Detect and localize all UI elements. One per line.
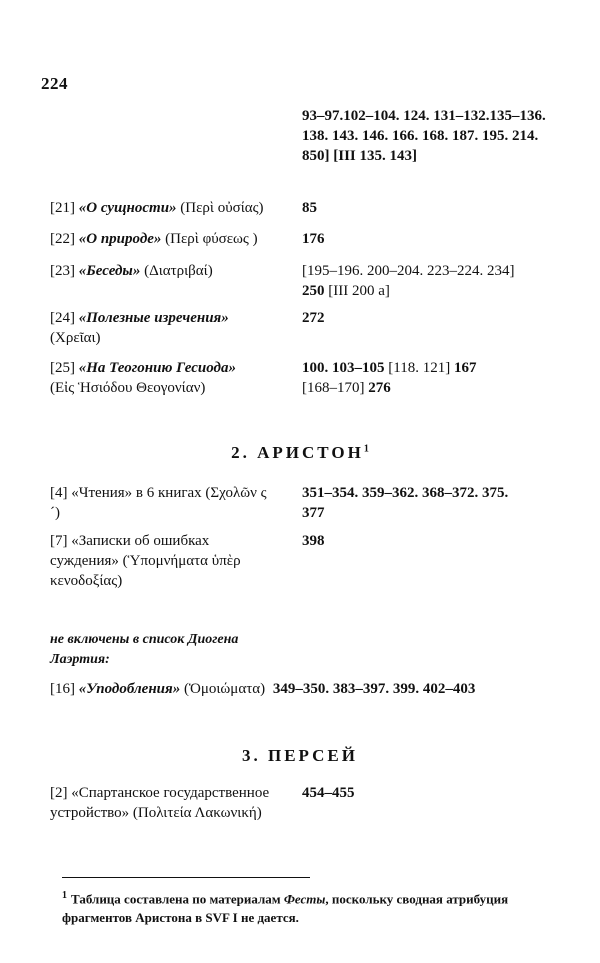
aristo-entry-16 (50, 679, 580, 699)
section-3-title: 3. ПЕРСЕЙ (242, 746, 358, 765)
persaeus-entry-2 (50, 783, 290, 823)
entry-21 (50, 198, 300, 218)
aristo-entry-4-refs: 351–354. 359–362. 368–372. 375. 377 (302, 485, 509, 521)
entry-number: [4] (50, 485, 68, 501)
refs-plain-2: [III 200 a] (328, 283, 390, 299)
entry-title-gr: (Ὁμοιώματα) (183, 681, 266, 697)
entry-22 (50, 229, 300, 249)
entry-number: [24] (50, 310, 75, 326)
aristo-entry-7-refs: 398 (302, 533, 325, 549)
page-number: 224 (41, 74, 68, 93)
entry-24-refs: 272 (302, 310, 325, 326)
entry-23-refs (302, 261, 572, 301)
entry-number: [21] (50, 200, 75, 216)
footnote-ref: 1 (363, 443, 369, 455)
refs-plain: [195–196. 200–204. 223–224. 234] (302, 263, 515, 279)
footnote-text-italic: Фесты (283, 891, 326, 907)
entry-number: [2] (50, 785, 68, 801)
entry-number: [25] (50, 360, 75, 376)
entry-title-gr: (Χρεῖαι) (50, 330, 101, 346)
entry-title-ru: «О сущности» (78, 200, 177, 216)
entry-title-gr: (Εἰς Ἡσιόδου Θεογονίαν) (50, 380, 206, 396)
footnote-divider (62, 877, 310, 878)
entry-21-refs: 85 (302, 200, 317, 216)
entry-text: «Чтения» в 6 книгах (Σχολῶν ς´) (50, 485, 267, 521)
footnote (62, 886, 562, 927)
entry-title-ru: «Уподобления» (78, 681, 181, 697)
refs-bold-a: 100. 103–105 (302, 360, 385, 376)
entry-22-refs: 176 (302, 231, 325, 247)
entry-title-ru: «Полезные изречения» (78, 310, 229, 326)
entry-title-gr: (Διατριβαί) (144, 263, 213, 279)
entry-25-refs (302, 358, 572, 398)
refs-plain-2: [168–170] (302, 380, 365, 396)
not-included-note: не включены в список Диогена Лаэртия: (50, 632, 239, 667)
entry-number: [23] (50, 263, 75, 279)
aristo-entry-4 (50, 483, 275, 523)
aristo-entry-7 (50, 531, 250, 591)
refs-bold: 250 (302, 283, 325, 299)
entry-text: «Спартанское государственное устройство» (Πολιτεία Λακωνική) (50, 785, 270, 821)
entry-text: «Записки об ошибках суждения» (Ὑπομνήματα ὑπὲρ κενοδοξίας) (50, 533, 241, 589)
entry-refs: 349–350. 383–397. 399. 402–403 (272, 681, 476, 697)
footnote-mark: 1 (62, 890, 67, 901)
footnote-text-b: , поскольку сводная атрибуция фрагментов Аристона в SVF I не дается. (62, 891, 509, 926)
section-2-title (0, 443, 600, 463)
entry-title-gr: (Περὶ φύσεως ) (165, 231, 258, 247)
refs-bold-c: 276 (368, 380, 391, 396)
entry-24 (50, 308, 270, 348)
section-2-title-text: 2. АРИСТОН (231, 443, 364, 462)
entry-title-gr: (Περὶ οὐσίας) (180, 200, 264, 216)
persaeus-entry-2-refs: 454–455 (302, 785, 355, 801)
entry-number: [22] (50, 231, 75, 247)
refs-bold-b: 167 (453, 360, 477, 376)
continuation-refs: 93–97.102–104. 124. 131–132.135–136. 138. 143. 146. 166. 168. 187. 195. 214. 850] [III 135. 143] (302, 108, 546, 164)
entry-23 (50, 261, 300, 281)
entry-title-ru: «Беседы» (78, 263, 141, 279)
entry-number: [16] (50, 681, 75, 697)
entry-number: [7] (50, 533, 68, 549)
entry-25 (50, 358, 300, 398)
entry-title-ru: «На Теогонию Гесиода» (78, 360, 236, 376)
footnote-text-a: Таблица составлена по материалам (71, 891, 281, 907)
entry-title-ru: «О природе» (78, 231, 162, 247)
refs-plain: [118. 121] (388, 360, 451, 376)
